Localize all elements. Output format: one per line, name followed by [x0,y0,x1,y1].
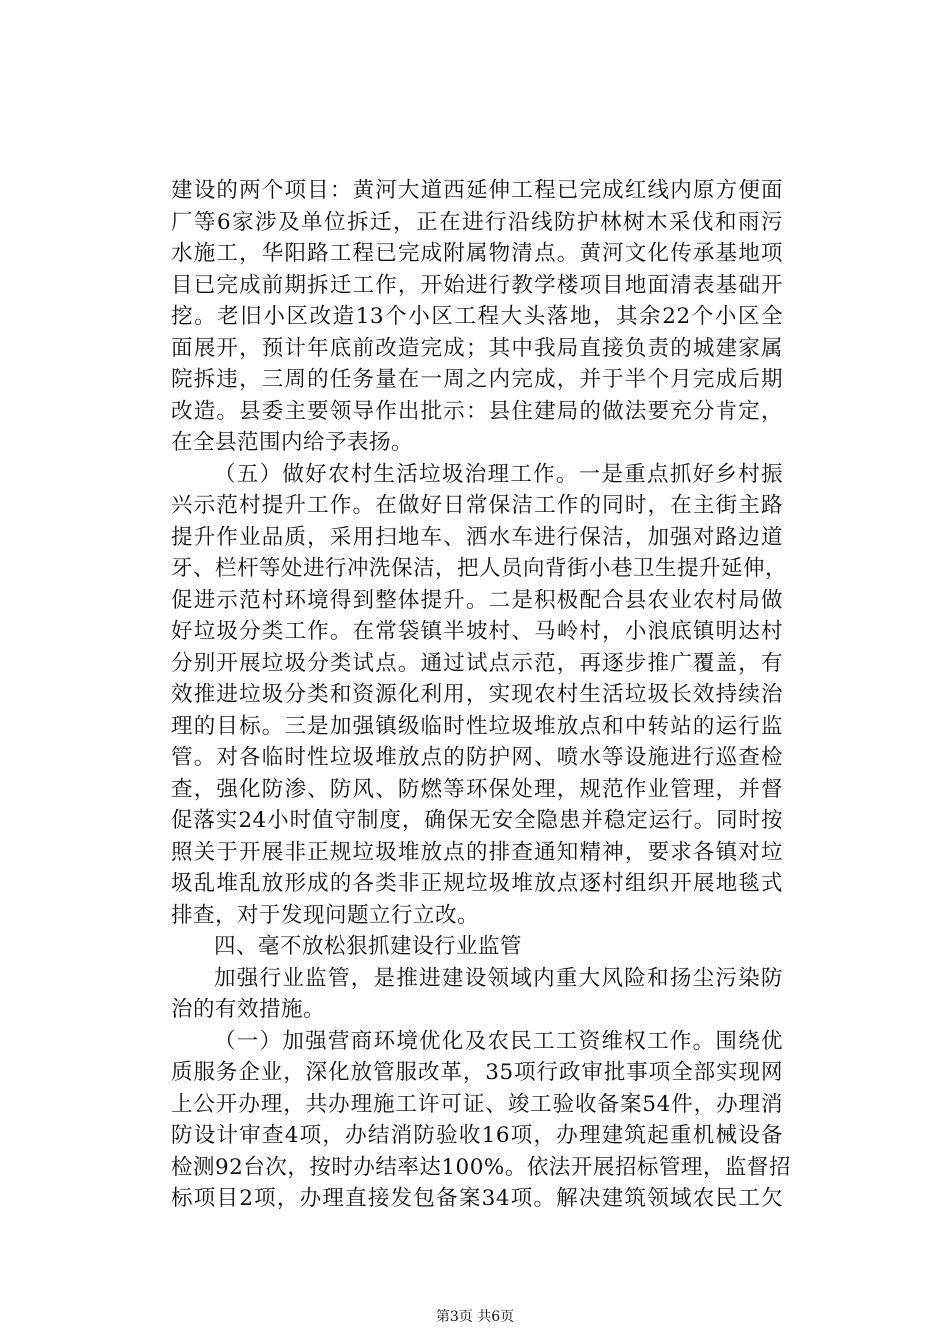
text-line: 检测92台次，按时办结率达100%。依法开展招标管理，监督招 [171,1154,791,1180]
text-line: 治的有效措施。 [171,997,326,1022]
text-line: 加强行业监管，是推进建设领域内重大风险和扬尘污染防 [214,965,783,991]
text-line: 水施工，华阳路工程已完成附属物清点。黄河文化传承基地项 [171,241,783,266]
text-line: 建设的两个项目：黄河大道西延伸工程已完成红线内原方便面 [171,178,783,203]
text-line: 查，强化防渗、防风、防燃等环保处理，规范作业管理，并督 [171,776,783,802]
text-line: 兴示范村提升工作。在做好日常保洁工作的同时，在主街主路 [171,493,783,518]
text-line: 上公开办理，共办理施工许可证、竣工验收备案54件，办理消 [171,1091,783,1117]
text-line: 目已完成前期拆迁工作，开始进行教学楼项目地面清表基础开 [171,272,783,298]
text-line: 防设计审查4项，办结消防验收16项，办理建筑起重机械设备 [171,1123,783,1148]
text-line: 改造。县委主要领导作出批示：县住建局的做法要充分肯定， [171,398,783,424]
text-line: 厂等6家涉及单位拆迁，正在进行沿线防护林树木采伐和雨污 [171,209,783,235]
text-line: 挖。老旧小区改造13个小区工程大头落地，其余22个小区全 [171,304,783,329]
text-line: 牙、栏杆等处进行冲洗保洁，把人员向背街小巷卫生提升延伸， [171,556,788,581]
text-line: 促落实24小时值守制度，确保无安全隐患并稳定运行。同时按 [171,808,783,833]
text-line: 四、毫不放松狠抓建设行业监管 [214,934,523,959]
text-line: 面展开，预计年底前改造完成；其中我局直接负责的城建家属 [171,335,783,361]
text-line: 排查，对于发现问题立行立改。 [171,902,480,928]
text-line: 促进示范村环境得到整体提升。二是积极配合县农业农村局做 [171,587,783,613]
page-number-footer: 第3页 共6页 [435,1309,515,1325]
document-body [171,175,791,1215]
text-line: 管。对各临时性垃圾堆放点的防护网、喷水等设施进行巡查检 [171,745,783,770]
text-line: 圾乱堆乱放形成的各类非正规垃圾堆放点逐村组织开展地毯式 [171,871,783,896]
text-line: 提升作业品质，采用扫地车、洒水车进行保洁，加强对路边道 [171,524,783,550]
text-line: 效推进垃圾分类和资源化利用，实现农村生活垃圾长效持续治 [171,682,783,707]
text-line: 照关于开展非正规垃圾堆放点的排查通知精神，要求各镇对垃 [171,839,783,865]
text-line: 质服务企业，深化放管服改革，35项行政审批事项全部实现网 [171,1060,783,1085]
text-line: 分别开展垃圾分类试点。通过试点示范，再逐步推广覆盖，有 [171,650,783,676]
text-line: 标项目2项，办理直接发包备案34项。解决建筑领域农民工欠 [171,1186,783,1211]
text-line: （五）做好农村生活垃圾治理工作。一是重点抓好乡村振 [214,461,783,487]
text-line: 在全县范围内给予表扬。 [171,430,414,455]
text-line: 院拆违，三周的任务量在一周之内完成，并于半个月完成后期 [171,367,783,392]
text-line: 好垃圾分类工作。在常袋镇半坡村、马岭村，小浪底镇明达村 [171,619,783,644]
text-line: （一）加强营商环境优化及农民工工资维权工作。围绕优 [214,1028,783,1054]
text-line: 理的目标。三是加强镇级临时性垃圾堆放点和中转站的运行监 [171,713,783,739]
